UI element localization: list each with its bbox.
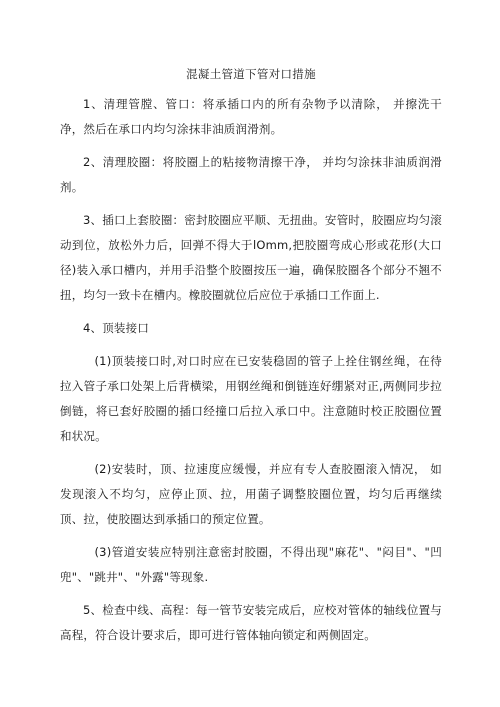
paragraph-jacking-step-1: (1)顶装接口时,对口时应在已安装稳固的管子上拴住钢丝绳，在待拉入管子承口处架上后背横梁，用钢丝绳和倒链连好绷紧对正,两侧同步拉倒链，将已套好胶圈的插口经撞口后拉入承口中。注意随时校正胶圈位置和状况。 (60, 354, 442, 443)
paragraph-fit-gasket: 3、插口上套胶圈：密封胶圈应平顺、无扭曲。安管时，胶圈应均匀滚动到位，放松外力后，回弹不得大于lOmm,把胶圈弯成心形或花形(大口径)装入承口槽内，并用手沿整个胶圈按压一遍，确保胶圈各个部分不翘不扭，均匀一致卡在槽内。橡胶圈就位后应位于承插口工作面上. (60, 213, 442, 302)
paragraph-clean-pipe-mouth: 1、清理管膛、管口：将承插口内的所有杂物予以清除， 并擦洗干净，然后在承口内均匀涂抹非油质润滑剂。 (60, 97, 442, 136)
paragraph-jacking-step-2: (2)安装时，顶、拉速度应缓慢，并应有专人查胶圈滚入情况， 如发现滚入不均匀，应停止顶、拉，用菌子调整胶圈位置，均匀后再继续顶、拉，使胶圈达到承插口的预定位置。 (60, 462, 442, 526)
paragraph-jacking-step-3: (3)管道安装应特别注意密封胶圈，不得出现"麻花"、"闷目"、"凹兜"、"跳井"、"外露"等现象. (60, 545, 442, 584)
paragraph-jacking-joint-heading: 4、顶装接口 (83, 321, 150, 335)
paragraph-clean-gasket: 2、清理胶圈：将胶圈上的粘接物清擦干净， 并均匀涂抹非油质润滑剂。 (60, 155, 442, 194)
document-title: 混凝土管道下管对口措施 (186, 67, 316, 81)
paragraph-check-alignment: 5、检查中线、高程：每一管节安装完成后，应校对管体的轴线位置与高程，符合设计要求后，即可进行管体轴向锁定和两侧固定。 (60, 603, 442, 642)
